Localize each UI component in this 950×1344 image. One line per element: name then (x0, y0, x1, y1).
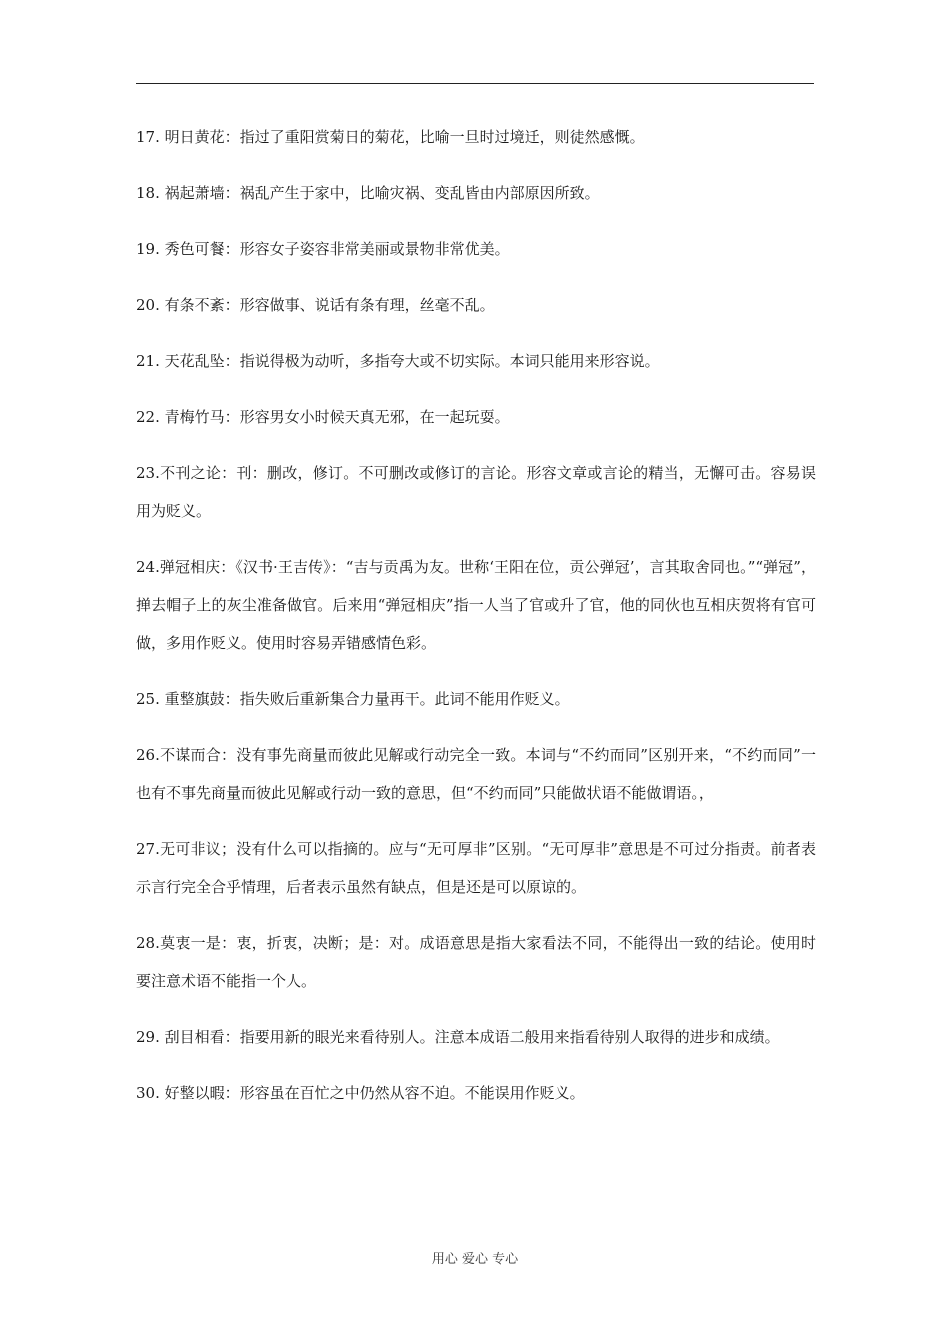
entry-text: 天花乱坠：指说得极为动听，多指夸大或不切实际。本词只能用来形容说。 (164, 352, 660, 370)
idiom-entry-19 (136, 230, 816, 268)
entry-number: 18. (136, 184, 160, 202)
entry-number: 17. (136, 128, 160, 146)
idiom-entry-18 (136, 174, 816, 212)
idiom-entry-27 (136, 830, 816, 906)
entry-text: 秀色可餐：形容女子姿容非常美丽或景物非常优美。 (164, 240, 510, 258)
entry-number: 27. (136, 840, 160, 858)
entry-text: 刮目相看：指要用新的眼光来看待别人。注意本成语二般用来指看待别人取得的进步和成绩。 (164, 1028, 780, 1046)
entry-text: 有条不紊：形容做事、说话有条有理，丝毫不乱。 (164, 296, 495, 314)
entry-text: 重整旗鼓：指失败后重新集合力量再干。此词不能用作贬义。 (164, 690, 570, 708)
entry-text: 祸起萧墙：祸乱产生于家中，比喻灾祸、变乱皆由内部原因所致。 (164, 184, 600, 202)
page-footer: 用心 爱心 专心 (431, 1252, 519, 1267)
entry-text: 明日黄花：指过了重阳赏菊日的菊花，比喻一旦时过境迁，则徒然感慨。 (164, 128, 645, 146)
entry-text: 不谋而合：没有事先商量而彼此见解或行动完全一致。本词与“不约而同”区别开来，“不约而同”一也有不事先商量而彼此见解或行动一致的意思，但“不约而同”只能做状语不能做谓语。， (136, 746, 816, 802)
header-rule (136, 83, 814, 84)
entry-number: 23. (136, 464, 160, 482)
entry-text: 无可非议；没有什么可以指摘的。应与“无可厚非”区别。“无可厚非”意思是不可过分指责。前者表示言行完全合乎情理，后者表示虽然有缺点，但是还是可以原谅的。 (136, 840, 816, 896)
entry-text: 不刊之论：刊：删改，修订。不可删改或修订的言论。形容文章或言论的精当，无懈可击。容易误用为贬义。 (136, 464, 816, 520)
entry-number: 19. (136, 240, 160, 258)
idiom-entry-28 (136, 924, 816, 1000)
entry-number: 26. (136, 746, 160, 764)
entry-number: 22. (136, 408, 160, 426)
idiom-entry-30 (136, 1074, 816, 1112)
entry-number: 20. (136, 296, 160, 314)
entry-text: 青梅竹马：形容男女小时候天真无邪，在一起玩耍。 (164, 408, 510, 426)
entry-text: 好整以暇：形容虽在百忙之中仍然从容不迫。不能误用作贬义。 (164, 1084, 585, 1102)
idiom-entry-24 (136, 548, 816, 662)
entry-number: 25. (136, 690, 160, 708)
idiom-entry-25 (136, 680, 816, 718)
entry-text: 莫衷一是：衷，折衷，决断；是：对。成语意思是指大家看法不同，不能得出一致的结论。使用时要注意术语不能指一个人。 (136, 934, 816, 990)
idiom-entry-29 (136, 1018, 816, 1056)
idiom-entry-20 (136, 286, 816, 324)
entry-number: 24. (136, 558, 160, 576)
idiom-entry-26 (136, 736, 816, 812)
entry-number: 30. (136, 1084, 160, 1102)
idiom-entry-17 (136, 118, 816, 156)
entry-text: 弹冠相庆：《汉书·王吉传》：“吉与贡禹为友。世称‘王阳在位，贡公弹冠’，言其取舍同也。”“弹冠”，掸去帽子上的灰尘准备做官。后来用“弹冠相庆”指一人当了官或升了官，他的同伙也互相庆贺将有官可做，多用作贬义。使用时容易弄错感情色彩。 (136, 558, 816, 652)
idiom-list (136, 118, 816, 1130)
idiom-entry-22 (136, 398, 816, 436)
entry-number: 29. (136, 1028, 160, 1046)
idiom-entry-23 (136, 454, 816, 530)
entry-number: 21. (136, 352, 160, 370)
entry-number: 28. (136, 934, 160, 952)
idiom-entry-21 (136, 342, 816, 380)
